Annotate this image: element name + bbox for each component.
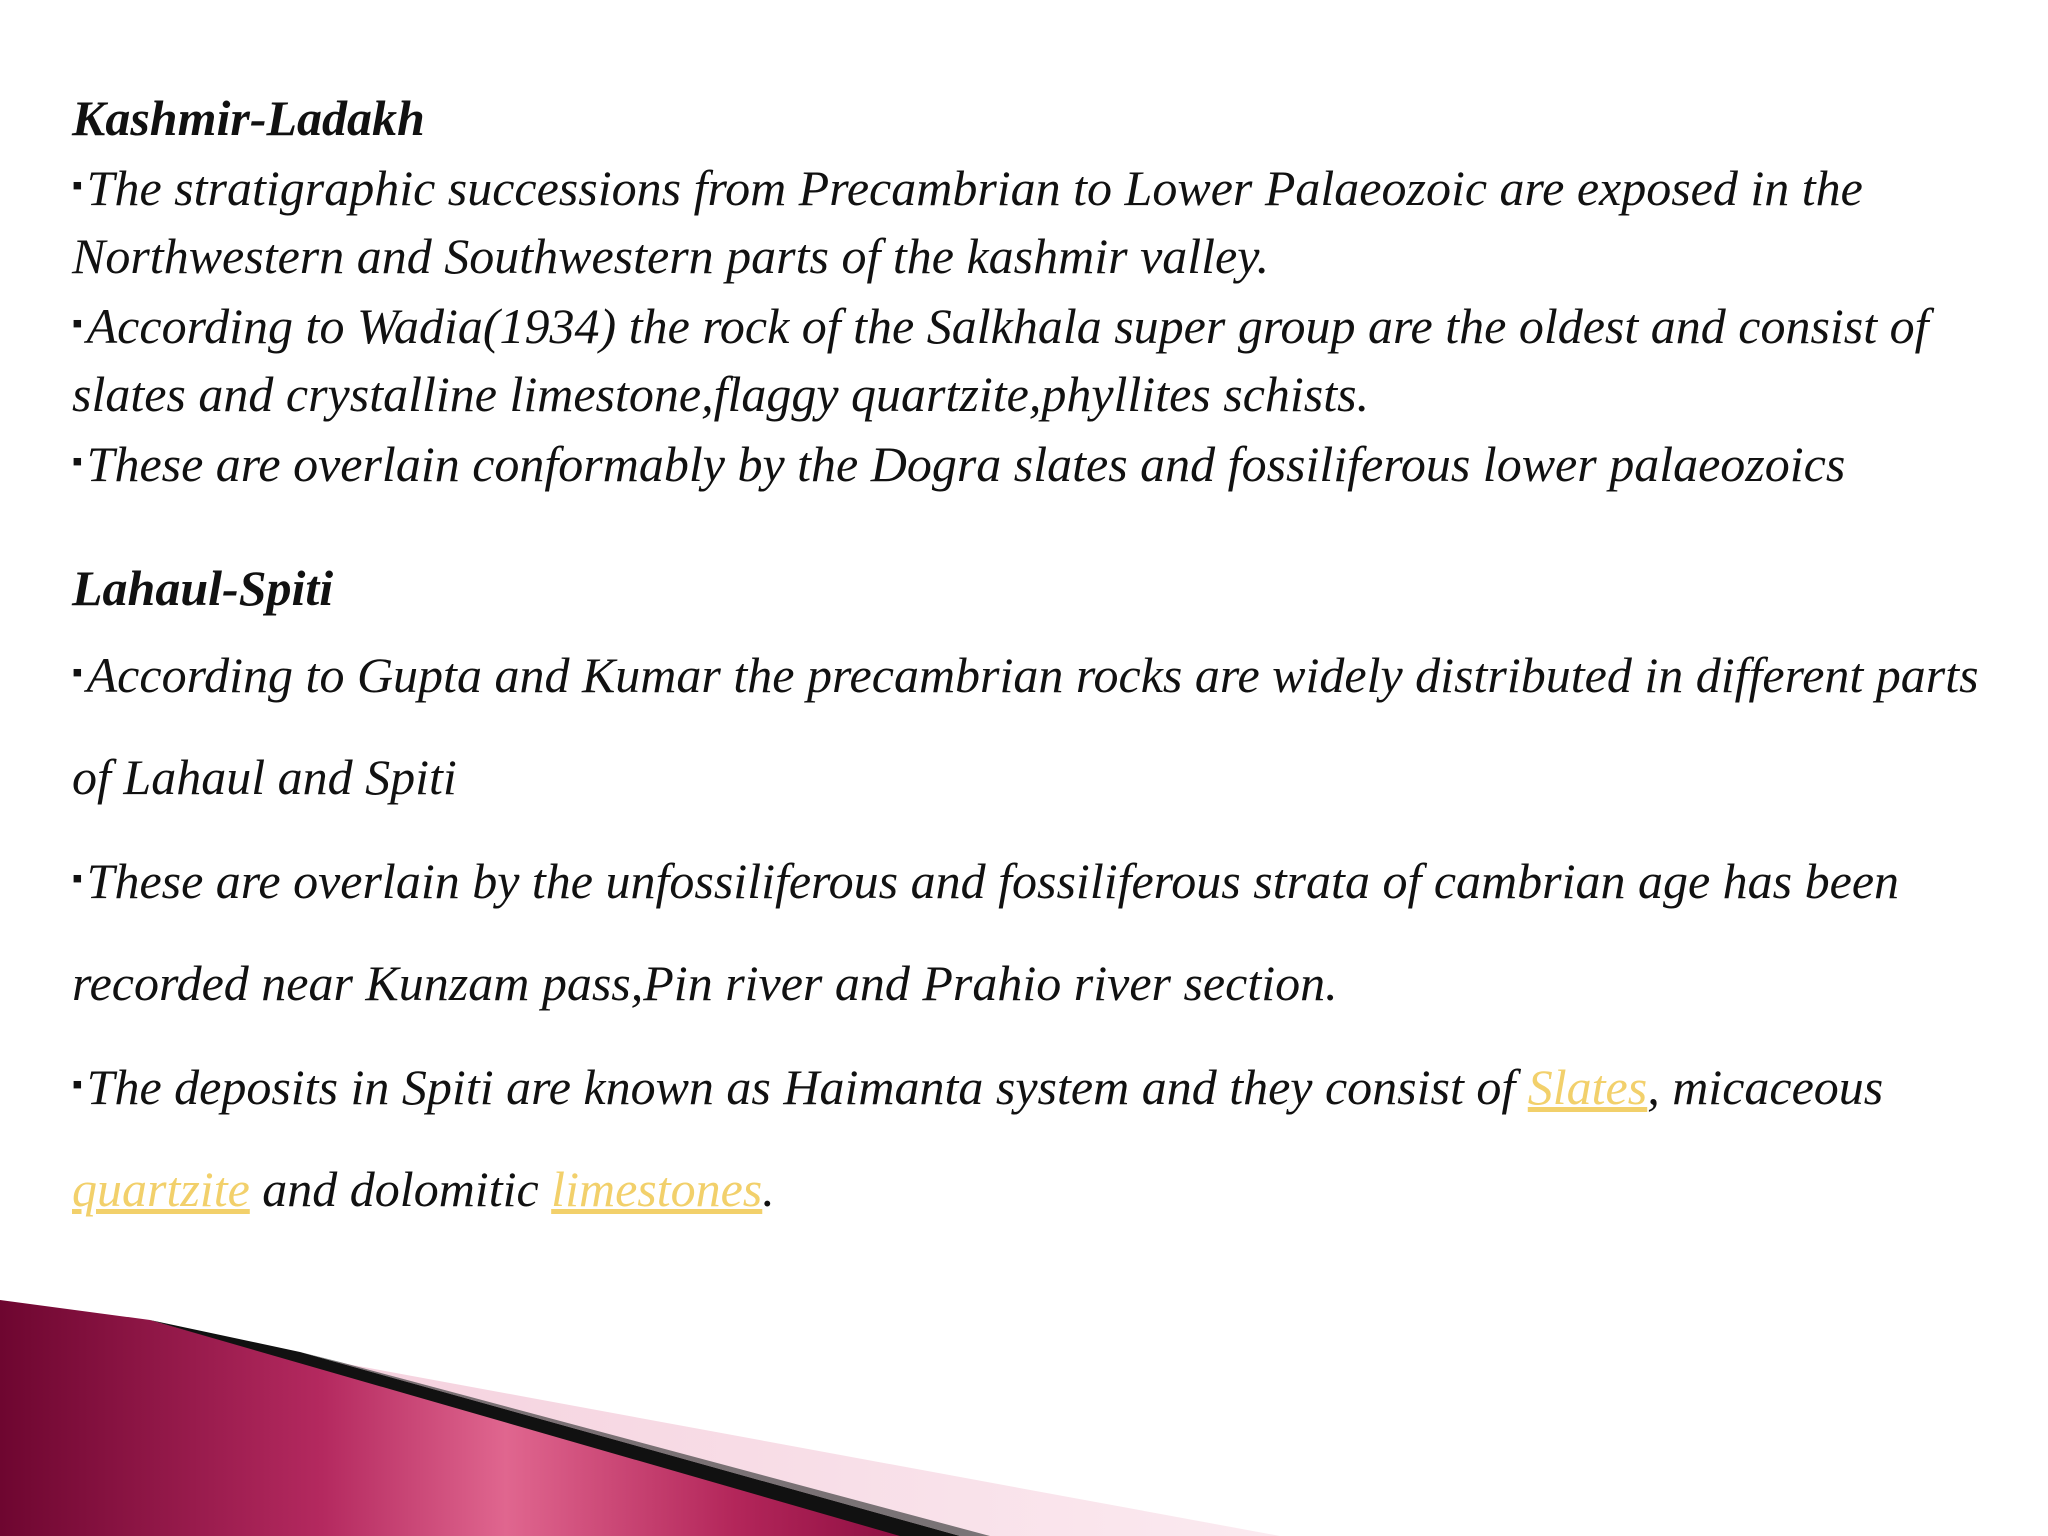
link-quartzite[interactable]: quartzite [72, 1161, 250, 1217]
section-heading-kashmir-ladakh: Kashmir-Ladakh [72, 90, 425, 146]
bullet-text: The stratigraphic successions from Precambrian to Lower Palaeozoic are exposed in the Northwestern and Southwestern parts of the kashmir valley. [72, 160, 1863, 284]
bullet-text-end: . [762, 1161, 775, 1217]
bullet-item [72, 1034, 1992, 1240]
link-slates[interactable]: Slates [1527, 1059, 1648, 1115]
bullet-text: According to Gupta and Kumar the precambrian rocks are widely distributed in different parts of Lahaul and Spiti [72, 647, 1979, 805]
bullet-text: These are overlain by the unfossiliferous and fossiliferous strata of cambrian age has been recorded near Kunzam pass,Pin river and Prahio river section. [72, 853, 1900, 1011]
grey-stripe-shape [300, 1352, 990, 1536]
bullet-square-icon: ▪ [72, 169, 83, 202]
bullet-text-mid: and dolomitic [249, 1161, 552, 1217]
bullet-item [72, 428, 1992, 498]
bullet-text: According to Wadia(1934) the rock of the Salkhala super group are the oldest and consist of slates and crystalline limestone,flaggy quartzite,phyllites schists. [72, 298, 1929, 422]
bullet-square-icon: ▪ [72, 656, 83, 689]
magenta-wedge-shape [0, 1300, 920, 1536]
bullet-item [72, 152, 1992, 290]
section-lahaul-spiti [72, 554, 1992, 1240]
section-spacer [72, 498, 1992, 554]
pale-band-shape [0, 1300, 1280, 1536]
bullet-item [72, 828, 1992, 1034]
bullet-item [72, 622, 1992, 828]
link-limestones[interactable]: limestones [551, 1161, 763, 1217]
slide-content [72, 84, 1992, 1240]
bullet-square-icon: ▪ [72, 862, 83, 895]
bullet-square-icon: ▪ [72, 307, 83, 340]
black-stripe-shape [150, 1320, 960, 1536]
bullet-text: These are overlain conformably by the Dogra slates and fossiliferous lower palaeozoics [86, 436, 1846, 492]
bullet-square-icon: ▪ [72, 445, 83, 478]
section-heading-lahaul-spiti: Lahaul-Spiti [72, 560, 334, 616]
bullet-text-mid: , micaceous [1647, 1059, 1884, 1115]
section-kashmir-ladakh [72, 84, 1992, 498]
bullet-square-icon: ▪ [72, 1068, 83, 1101]
bullet-item [72, 290, 1992, 428]
bullet-text-before: The deposits in Spiti are known as Haimanta system and they consist of [86, 1059, 1528, 1115]
